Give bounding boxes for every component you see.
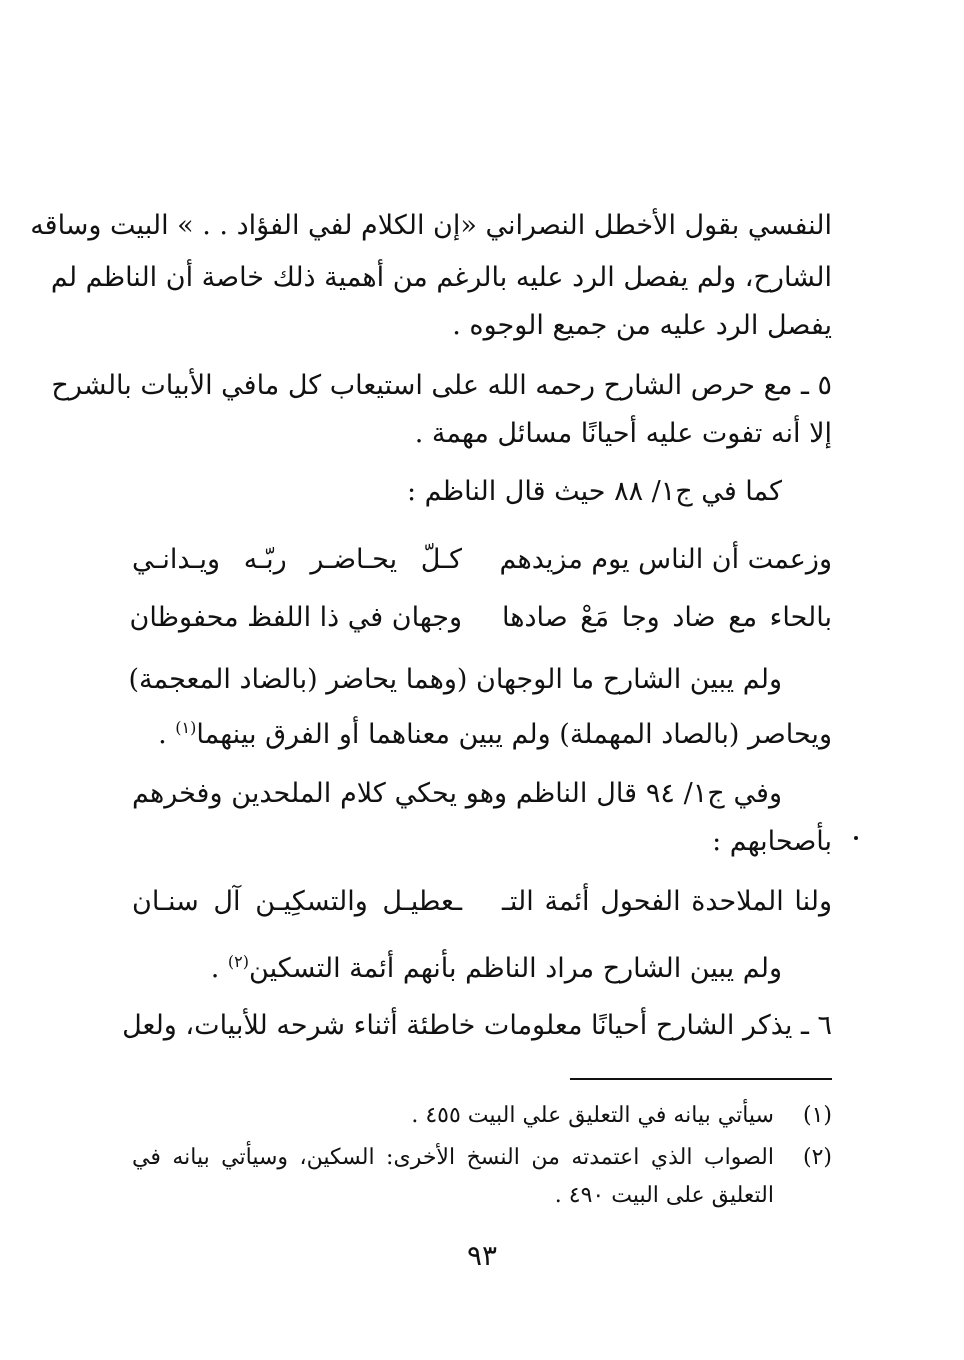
footnote-ref-2: (٢) xyxy=(227,952,250,971)
body-line-4: ٥ ـ مع حرص الشارح رحمه الله على استيعاب كل مافي الأبيات بالشرح xyxy=(51,370,832,401)
footnote-1 xyxy=(132,1098,832,1134)
stray-dot xyxy=(854,836,858,840)
verse-2 xyxy=(129,596,832,640)
body-line-10: بأصحابهم : xyxy=(712,826,832,857)
body-line-11-text: ولم يبين الشارح مراد الناظم بأنهم أئمة التسكين xyxy=(249,953,782,984)
footnote-divider xyxy=(570,1078,832,1080)
body-line-8-end: . xyxy=(158,719,176,750)
body-line-8 xyxy=(132,708,832,748)
footnote-2 xyxy=(132,1140,832,1176)
verse-1-second-hemistich: كـلّ يحـاضـر ربّـه ويـدانـي xyxy=(132,544,462,575)
footnote-ref-1: (١) xyxy=(175,718,197,737)
verse-3-first-hemistich: ولنا الملاحدة الفحول أئمة التـ xyxy=(502,886,832,917)
page-number: ٩٣ xyxy=(466,1239,498,1272)
body-line-12: ٦ ـ يذكر الشارح أحيانًا معلومات خاطئة أثناء شرحه للأبيات، ولعل xyxy=(122,1010,832,1041)
verse-3 xyxy=(132,880,832,924)
verse-1 xyxy=(132,538,832,582)
body-line-5: إلا أنه تفوت عليه أحيانًا مسائل مهمة . xyxy=(414,418,832,449)
body-line-8-text: ويحاصر (بالصاد المهملة) ولم يبين معناهما أو الفرق بينهما xyxy=(196,719,832,750)
footnote-2-number: (٢) xyxy=(802,1145,832,1170)
verse-2-first-hemistich: بالحاء مع ضاد وجا مَعْ صادها xyxy=(502,602,832,633)
body-line-7: ولم يبين الشارح ما الوجهان (وهما يحاضر (بالضاد المعجمة) xyxy=(128,664,782,695)
footnote-1-number: (١) xyxy=(802,1103,832,1128)
body-line-3: يفصل الرد عليه من جميع الوجوه . xyxy=(452,310,832,341)
verse-1-first-hemistich: وزعمت أن الناس يوم مزيدهم xyxy=(499,544,832,575)
footnote-1-line-1: سيأتي بيانه في التعليق علي البيت ٤٥٥ . xyxy=(411,1103,774,1128)
body-line-11 xyxy=(132,942,832,982)
body-line-1: النفسي بقول الأخطل النصراني «إن الكلام لفي الفؤاد . . » البيت وساقه xyxy=(30,210,832,241)
verse-3-second-hemistich: ـعطيـل والتسكِيـن آل سنـان xyxy=(132,886,462,917)
body-line-2: الشارح، ولم يفصل الرد عليه بالرغم من أهمية ذلك خاصة أن الناظم لم xyxy=(50,262,832,293)
footnote-2-line-2: التعليق على البيت ٤٩٠ . xyxy=(554,1183,774,1208)
verse-2-second-hemistich: وجهان في ذا اللفظ محفوظان xyxy=(129,602,462,633)
body-line-11-end: . xyxy=(210,953,228,984)
footnote-2-continued xyxy=(132,1178,832,1214)
footnote-2-line-1: الصواب الذي اعتمدته من النسخ الأخرى: السكين، وسيأتي بيانه في xyxy=(132,1145,774,1170)
body-line-9: وفي ج١/ ٩٤ قال الناظم وهو يحكي كلام الملحدين وفخرهم xyxy=(132,778,783,809)
body-line-6: كما في ج١/ ٨٨ حيث قال الناظم : xyxy=(406,476,782,507)
